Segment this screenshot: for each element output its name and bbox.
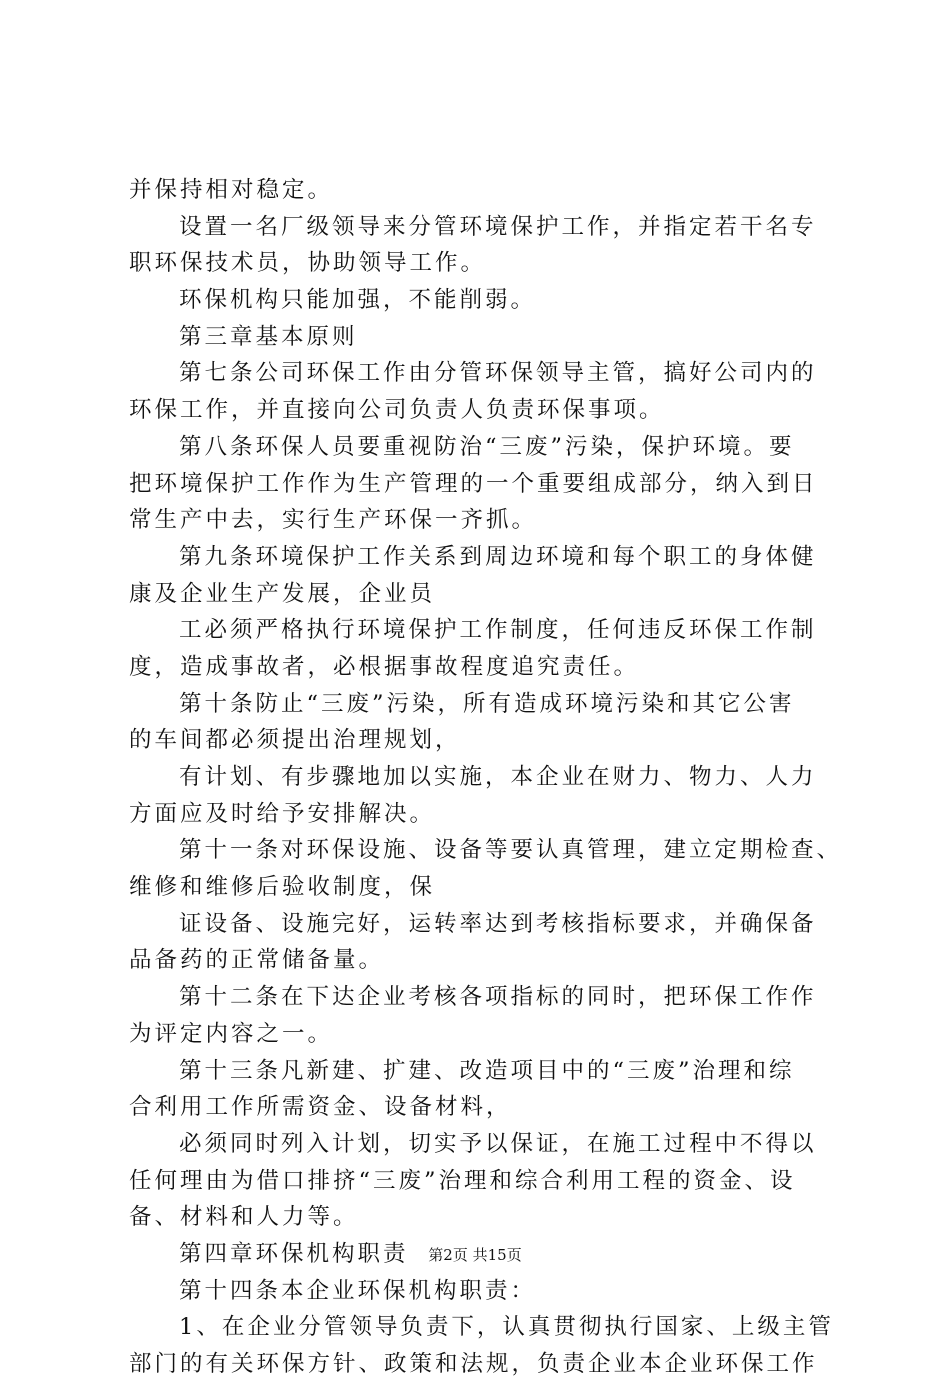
text-line: 度，造成事故者，必根据事故程度追究责任。 (129, 653, 640, 680)
text-line: 必须同时列入计划，切实予以保证，在施工过程中不得以 (179, 1130, 817, 1157)
text-line: 任何理由为借口排挤“三废”治理和综合利用工程的资金、设 (129, 1167, 796, 1194)
text-line: 第十三条凡新建、扩建、改造项目中的“三废”治理和综 (179, 1057, 795, 1084)
text-line: 环保工作，并直接向公司负责人负责环保事项。 (129, 397, 665, 424)
text-line: 为评定内容之一。 (129, 1020, 334, 1047)
text-line: 第十四条本企业环保机构职责： (179, 1277, 537, 1304)
text-line: 第八条环保人员要重视防治“三废”污染，保护环境。要 (179, 433, 795, 460)
text-line: 有计划、有步骤地加以实施，本企业在财力、物力、人力 (179, 764, 817, 790)
text-line: 维修和维修后验收制度，保 (129, 874, 436, 901)
text-line: 第十二条在下达企业考核各项指标的同时，把环保工作作 (179, 984, 817, 1011)
text-line: 证设备、设施完好，运转率达到考核指标要求，并确保备 (179, 910, 817, 937)
text-line: 第十条防止“三废”污染，所有造成环境污染和其它公害 (179, 690, 795, 717)
text-line: 工必须严格执行环境保护工作制度，任何违反环保工作制 (179, 617, 817, 644)
text-line: 设置一名厂级领导来分管环境保护工作，并指定若干名专 (179, 213, 817, 240)
text-line: 合利用工作所需资金、设备材料， (129, 1094, 512, 1121)
document-body (129, 172, 841, 1383)
text-line: 的车间都必须提出治理规划， (129, 727, 461, 754)
text-line: 备、材料和人力等。 (129, 1204, 359, 1231)
text-line: 环保机构只能加强，不能削弱。 (179, 287, 537, 314)
text-line: 品备药的正常储备量。 (129, 947, 385, 974)
text-line: 第九条环境保护工作关系到周边环境和每个职工的身体健 (179, 543, 817, 570)
text-line: 第四章环保机构职责 (179, 1240, 409, 1267)
text-line: 部门的有关环保方针、政策和法规，负责企业本企业环保工作 (129, 1351, 818, 1377)
page-footer: 第2页 共15页 (428, 1246, 522, 1264)
text-line: 第十一条对环保设施、设备等要认真管理，建立定期检查、 (179, 837, 843, 864)
text-line: 1、在企业分管领导负责下，认真贯彻执行国家、上级主管 (179, 1314, 834, 1341)
text-line: 第三章基本原则 (179, 323, 358, 350)
text-line: 方面应及时给予安排解决。 (129, 800, 436, 827)
text-line: 把环境保护工作作为生产管理的一个重要组成部分，纳入到日 (129, 470, 818, 497)
text-line: 康及企业生产发展，企业员 (129, 580, 436, 607)
text-line: 常生产中去，实行生产环保一齐抓。 (129, 507, 538, 534)
text-line: 职环保技术员，协助领导工作。 (129, 250, 487, 277)
text-line: 并保持相对稳定。 (129, 177, 334, 203)
text-line: 第七条公司环保工作由分管环保领导主管，搞好公司内的 (179, 360, 817, 387)
